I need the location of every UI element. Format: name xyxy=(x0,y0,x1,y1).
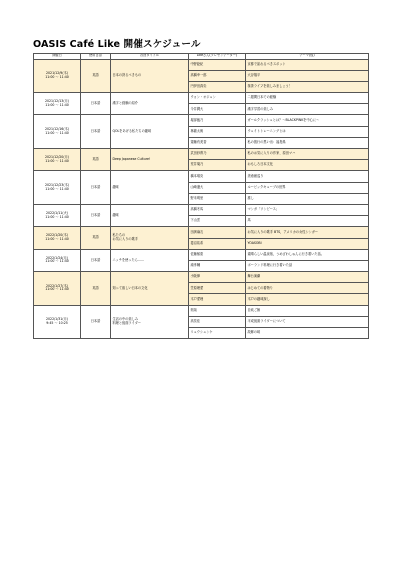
session-language: 日本語 xyxy=(81,249,111,271)
session-date: 2021/12/20(月) xyxy=(44,155,70,160)
presenter-name: 木戸愛理 xyxy=(189,294,246,305)
table-row xyxy=(34,227,369,238)
presentation-theme: YOASOBI xyxy=(246,238,369,249)
session-date: 2022/1/20(木) xyxy=(45,233,69,238)
session-language: 日本語 xyxy=(81,93,111,115)
presentation-theme: 平成仮面ライダーについて xyxy=(246,316,369,327)
presentation-theme: 推し xyxy=(246,193,369,204)
session-time: 9:45 ～ 10:25 xyxy=(46,320,68,325)
presenter-name: 高橋冬馬 xyxy=(189,204,246,215)
session-title: 漢字と経験の紹介 xyxy=(111,93,189,115)
session-title: Deep Japanese Culture! xyxy=(111,149,189,171)
presentation-theme: ボーランド料理に行き着いた話 xyxy=(246,260,369,271)
session-time: 11:00 ～ 11:40 xyxy=(45,102,69,107)
table-row xyxy=(34,272,369,283)
presentation-theme: ウェイトトレーニングとは xyxy=(246,126,369,137)
schedule-table xyxy=(33,53,369,339)
session-date: 2021/12/23(木) xyxy=(44,183,70,188)
presentation-theme: ルービックキューブの世界 xyxy=(246,182,369,193)
presenter-name: ウォン・オジュン xyxy=(189,93,246,104)
presentation-theme: 木戸の趣味探し xyxy=(246,294,369,305)
session-date-cell xyxy=(34,149,81,171)
session-title: 私たちの お気に入りの歌手 xyxy=(111,227,189,249)
header-theme: テーマ(仮) xyxy=(246,54,369,60)
session-date-cell xyxy=(34,204,81,226)
table-row xyxy=(34,149,369,160)
presenter-name: 野末明里 xyxy=(189,193,246,204)
session-language: 英語 xyxy=(81,272,111,306)
presentation-theme: 私のお気に入りの作家、原田マハ xyxy=(246,149,369,160)
session-time: 11:00 ～ 11:40 xyxy=(45,287,69,292)
presentation-theme: 素晴らしい温泉宿，うめざわしゅんに行き着いた話。 xyxy=(246,249,369,260)
session-date: 2021/12/13(月) xyxy=(44,99,70,104)
presentation-theme: 京都で訪れるべきスポット xyxy=(246,59,369,70)
session-date-cell xyxy=(34,59,81,93)
presenter-name: 菱沼祐希 xyxy=(189,238,246,249)
presentation-theme: 二週間日本での経験 xyxy=(246,93,369,104)
table-row xyxy=(34,204,369,215)
session-language: 日本語 xyxy=(81,204,111,226)
presenter-name: 橋本瑠央 xyxy=(189,171,246,182)
session-time: 11:00 ～ 11:40 xyxy=(45,259,69,264)
header-date: 開催日 xyxy=(34,54,81,60)
session-language: 英語 xyxy=(81,149,111,171)
session-language: 英語 xyxy=(81,227,111,249)
session-title: 趣味 xyxy=(111,204,189,226)
presentation-theme: 自炊ご飯 xyxy=(246,305,369,316)
session-date: 2022/1/27(木) xyxy=(45,283,69,288)
presenter-name: 下山雲 xyxy=(189,216,246,227)
session-date-cell xyxy=(34,93,81,115)
session-language: 英語 xyxy=(81,59,111,93)
presentation-theme: 大谷翔平 xyxy=(246,70,369,81)
session-time: 11:00 ～ 11:40 xyxy=(45,237,69,241)
session-date-cell xyxy=(34,227,81,249)
session-date: 2022/1/24(月) xyxy=(45,255,69,260)
session-time: 11:00 ～ 11:40 xyxy=(45,74,69,79)
table-row xyxy=(34,59,369,70)
presenter-name: 田渕麻衣 xyxy=(189,227,246,238)
presentation-theme: 美術館巡り xyxy=(246,171,369,182)
session-language: 日本語 xyxy=(81,115,111,149)
presenter-name: 山崎遼大 xyxy=(189,182,246,193)
session-time: 11:00 ～ 11:40 xyxy=(45,158,69,163)
session-date-cell xyxy=(34,115,81,149)
session-time: 11:00 ～ 11:40 xyxy=(45,130,69,135)
presenter-name: リュウシュンケ xyxy=(189,328,246,339)
presentation-theme: 私の旅行の思い出：福島県 xyxy=(246,137,369,148)
session-date-cell xyxy=(34,305,81,339)
presenter-name: 荒井葉乃 xyxy=(189,160,246,171)
presenter-name: 齋藤有美香 xyxy=(189,137,246,148)
presentation-theme: 漢字学習の楽しみ xyxy=(246,104,369,115)
presenter-name: 中野絵紀 xyxy=(189,59,246,70)
presentation-theme: 故郷の味 xyxy=(246,328,369,339)
session-date: 2021/12/9(木) xyxy=(45,71,69,76)
session-time: 11:00 ～ 11:40 xyxy=(45,214,69,219)
session-date-cell xyxy=(34,249,81,271)
presenter-name: 武田紗貴乃 xyxy=(189,149,246,160)
schedule-body xyxy=(34,59,369,339)
table-row xyxy=(34,115,369,126)
session-title: 趣味 xyxy=(111,171,189,205)
presentation-theme: 舞台演劇 xyxy=(246,272,369,283)
presenter-name: 高奕佳 xyxy=(189,316,246,327)
header-language: 使用言語 xyxy=(81,54,111,60)
table-row xyxy=(34,305,369,316)
session-title: 日本の誇るべきもの xyxy=(111,59,189,93)
table-row xyxy=(34,171,369,182)
session-time: 11:00 ～ 11:40 xyxy=(45,186,69,191)
presenter-name: 笠原理愛 xyxy=(189,283,246,294)
table-row xyxy=(34,249,369,260)
table-row xyxy=(34,93,369,104)
session-date: 2021/12/16(木) xyxy=(44,127,70,132)
presentation-theme: マンガ「ワンピース」 xyxy=(246,204,369,215)
session-date-cell xyxy=(34,171,81,205)
session-title: 生活の中の楽しみ 料理と仮面ライダー xyxy=(111,305,189,339)
session-date: 2022/1/11(火) xyxy=(45,211,69,216)
presenter-name: 林龍太朗 xyxy=(189,126,246,137)
presenter-name: 今井潤大 xyxy=(189,104,246,115)
presentation-theme: 馬 xyxy=(246,216,369,227)
presentation-theme: ガールクラッシュとは？～BLACKPINKを中心に～ xyxy=(246,115,369,126)
session-date-cell xyxy=(34,272,81,306)
presentation-theme: はじめての着物り xyxy=(246,283,369,294)
presenter-name: 円伊田真央 xyxy=(189,81,246,92)
presenter-name: 小阪律 xyxy=(189,272,246,283)
presenter-name: 高橋幸一郎 xyxy=(189,70,246,81)
page-title: OASIS Café Like 開催スケジュール xyxy=(33,39,201,50)
presenter-name: 郭煊 xyxy=(189,305,246,316)
presentation-theme: 抹茶ライフを楽しみましょう！ xyxy=(246,81,369,92)
session-language: 日本語 xyxy=(81,171,111,205)
header-presenter: Likeさん(プレゼンテーター) xyxy=(189,54,246,60)
session-title: QOLをあげる私たちの趣味 xyxy=(111,115,189,149)
presenter-name: 佐藤郁恵 xyxy=(189,249,246,260)
presenter-name: 滝孝輔 xyxy=(189,260,246,271)
presentation-theme: お気に入りの歌手 BTS，アメリカの女性シンガー xyxy=(246,227,369,238)
presenter-name: 堀部綾乃 xyxy=(189,115,246,126)
session-title: ニッチを使ったら…… xyxy=(111,249,189,271)
session-language: 日本語 xyxy=(81,305,111,339)
presentation-theme: おもしろ日本文化 xyxy=(246,160,369,171)
session-title: 知って欲しい日本の文化 xyxy=(111,272,189,306)
header-session-title: 各回タイトル xyxy=(111,54,189,60)
session-date: 2022/1/31(月) xyxy=(45,317,69,322)
